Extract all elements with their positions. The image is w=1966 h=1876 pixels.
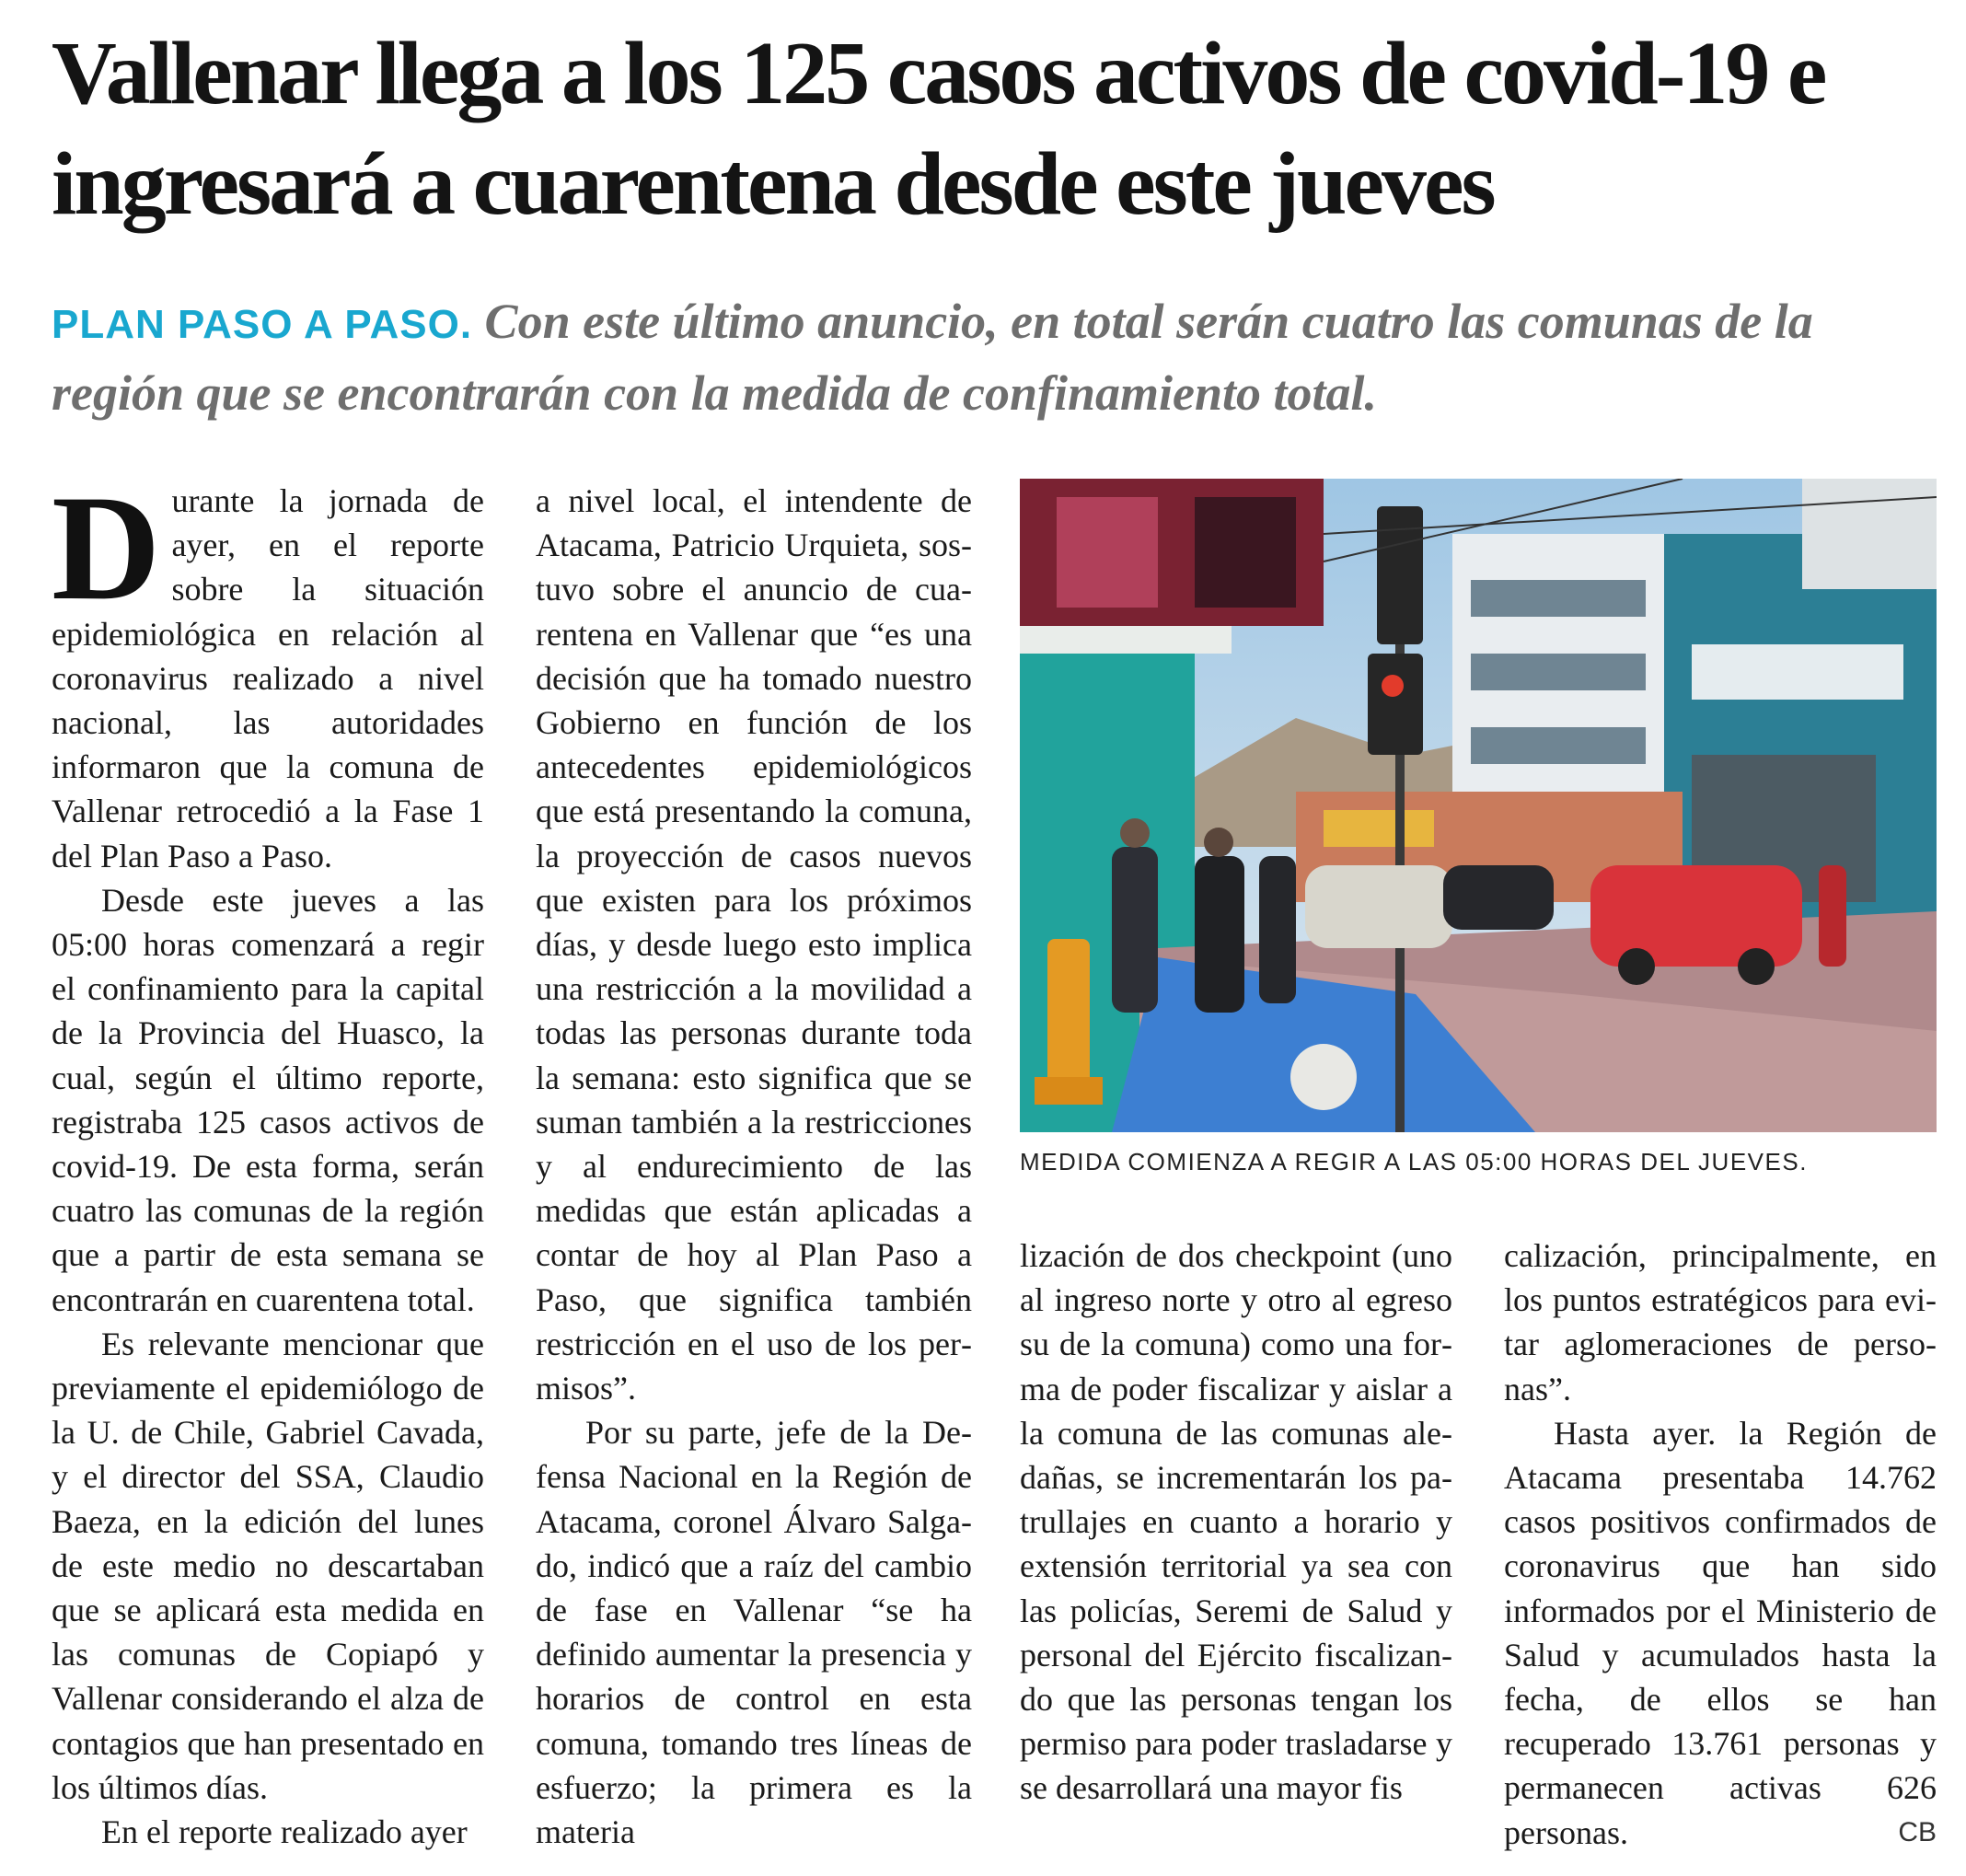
kicker: PLAN PASO A PASO.: [52, 302, 473, 347]
paragraph: En el reporte realizado ayer: [101, 1813, 468, 1851]
paragraph: calización, principalmente, en los puntos estratégicos para evitar aglomeraciones de personas”.: [1504, 1237, 1937, 1407]
paragraph: Es relevante mencionar que previamente el epidemiólogo de la U. de Chile, Gabriel Cavada, y el director del SSA, Claudio Baeza, en la edición del lunes de este medio no descartaban que se aplicará esta medida en las comunas de Copiapó y Vallenar considerando el alza de contagios que han presentado en los últimos días.: [52, 1325, 484, 1806]
street-scene-illustration: [1020, 479, 1937, 1132]
paragraph: [1504, 1411, 1937, 1855]
column-3: [1020, 1233, 1452, 1811]
drop-cap: D: [52, 465, 161, 631]
paragraph-text: Hasta ayer. la Región de Atacama presentaba 14.762 casos positivos confirmados de coronavirus que han sido informados por el Ministerio de Salud y acumulados hasta la fecha, de ellos se han recuperado 13.761 personas y permanecen activas 626 personas.: [1504, 1414, 1937, 1851]
headline: Vallenar llega a los 125 casos activos de covid-19 e ingresará a cuarentena desde este jueves: [52, 24, 1825, 234]
column-2: [536, 479, 972, 1854]
paragraph: [52, 465, 484, 878]
street-photo: [1020, 479, 1937, 1132]
paragraph: Desde este jueves a las 05:00 horas comenzará a regir el confinamiento para la capital de la Provincia del Huasco, la cual, según el último reporte, registraba 125 casos activos de covid-19. De esta forma, serán cuatro las comunas de la región que a partir de esta semana se encontrarán en cuarentena total.: [52, 881, 484, 1318]
paragraph-text: urante la jornada de ayer, en el reporte sobre la situación epidemiológica en relación al coronavirus realizado a nivel nacional, las autoridades informaron que la comuna de Vallenar retrocedió a la Fase 1 del Plan Paso a Paso.: [52, 482, 484, 874]
photo-caption: MEDIDA COMIENZA A REGIR A LAS 05:00 HORAS DEL JUEVES.: [1020, 1148, 1808, 1175]
deck-text: Con este último anuncio, en total serán cuatro las comunas de la región que se encontrarán con la medida de confinamiento total.: [52, 294, 1813, 421]
column-4: [1504, 1233, 1937, 1855]
paragraph: Por su parte, jefe de la Defensa Nacional en la Región de Atacama, coronel Álvaro Salgado, indicó que a raíz del cambio de fase en Vallenar “se ha definido aumentar la presencia y horarios de control en esta comuna, tomando tres líneas de esfuerzo; la primera es la materia: [536, 1414, 972, 1851]
paragraph: a nivel local, el intendente de Atacama, Patricio Urquieta, sostuvo sobre el anuncio de cuarentena en Vallenar que “es una decisión que ha tomado nuestro Gobierno en función de los antecedentes epidemiológicos que está presentando la comuna, la proyección de casos nuevos que existen para los próximos días, y desde luego esto implica una restricción a la movilidad a todas las personas durante toda la semana: esto significa que se suman también a la restricciones y al endurecimiento de las medidas que están aplicadas a contar de hoy al Plan Paso a Paso, que significa también restricción en el uso de los permisos”.: [536, 482, 972, 1407]
paragraph: lización de dos checkpoint (uno al ingreso norte y otro al egreso su de la comuna) como una forma de poder fiscalizar y aislar a la comuna de las comunas aledañas, se incrementarán los patrullajes en cuanto a horario y extensión territorial ya sea con las policías, Seremi de Salud y personal del Ejército fiscalizando que las personas tengan los permiso para poder trasladarse y se desarrollará una mayor fis: [1020, 1237, 1452, 1807]
column-1: [52, 465, 484, 1854]
deck: [52, 287, 1929, 427]
author-signoff: CB: [1898, 1816, 1937, 1847]
